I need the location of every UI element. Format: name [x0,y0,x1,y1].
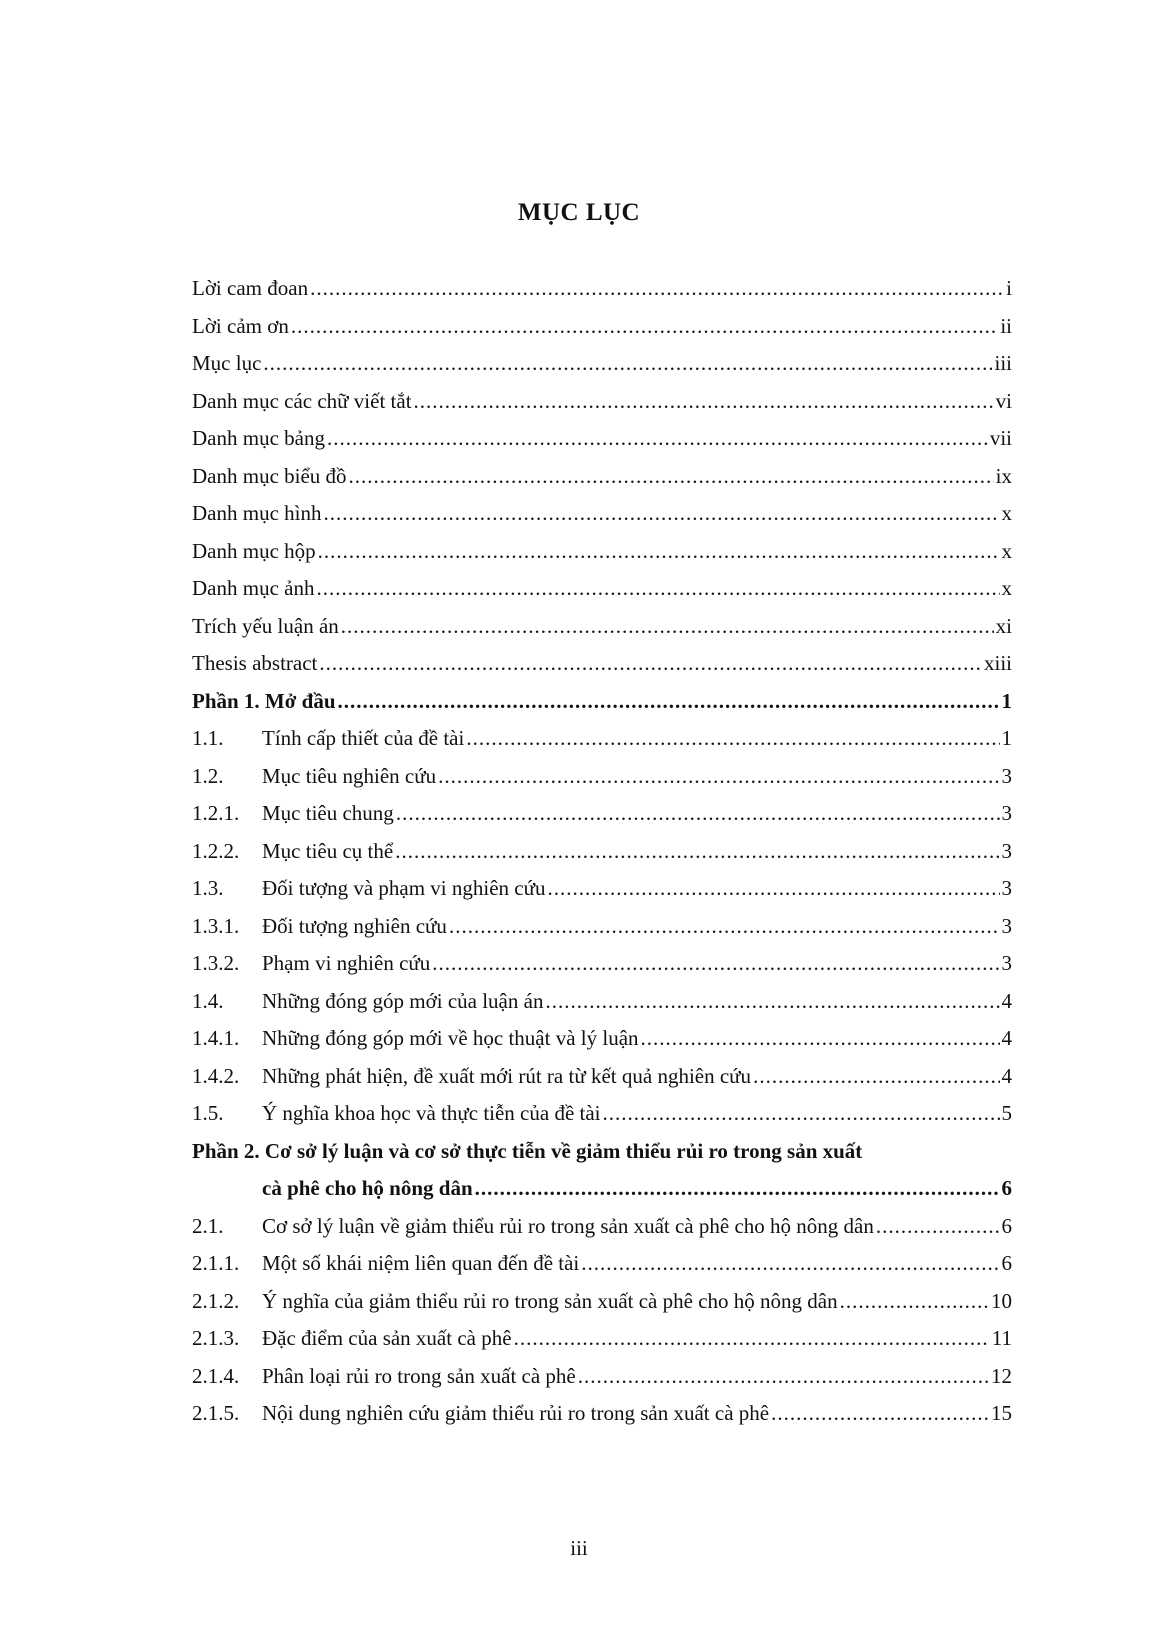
toc-entry-label: Đối tượng nghiên cứu [262,913,447,938]
toc-entry-page: 6 [1001,1251,1012,1275]
toc-entry[interactable] [192,1208,1012,1246]
toc-entry-page: 3 [1001,801,1012,825]
toc-entry-label: Danh mục bảng [192,426,325,450]
toc-entry-label: cà phê cho hộ nông dân [262,1176,473,1200]
toc-entry-label: Danh mục ảnh [192,576,315,600]
toc-entry-label: Phần 2. Cơ sở lý luận và cơ sở thực tiễn về giảm thiểu rủi ro trong sản xuất [192,1138,863,1163]
toc-entry-page: 3 [1001,838,1012,863]
toc-entry-label: Phân loại rủi ro trong sản xuất cà phê [262,1363,576,1388]
toc-entry-page: i [1006,276,1012,300]
toc-entry-label: Lời cảm ơn [192,313,289,338]
toc-entry[interactable] [192,870,1012,908]
toc-part-heading[interactable] [192,683,1012,721]
toc-entry-label: Mục lục [192,351,262,375]
toc-entry-page: 4 [1001,1026,1012,1050]
dot-leader [771,1395,989,1433]
dot-leader [323,495,999,533]
toc-entry-label: Mục tiêu chung [262,801,394,825]
toc-entry[interactable] [192,720,1012,758]
dot-leader [449,908,1000,946]
toc-entry[interactable] [192,533,1012,571]
dot-leader [318,533,1000,571]
toc-entry-label: Những đóng góp mới của luận án [262,988,544,1013]
toc-entry-page: 5 [1001,1101,1012,1125]
toc-entry-page: ii [1000,313,1012,338]
toc-entry[interactable] [192,1358,1012,1396]
dot-leader [548,870,1000,908]
toc-entry-number: 1.2.1. [192,801,240,825]
toc-entry-number: 1.1. [192,726,224,750]
dot-leader [578,1358,989,1396]
dot-leader [396,795,1000,833]
toc-entry-number: 1.3.1. [192,913,240,938]
page-title: MỤC LỤC [517,199,641,226]
toc-entry[interactable] [192,758,1012,796]
toc-entry-number: 1.4. [192,988,224,1013]
toc-entry[interactable] [192,908,1012,946]
toc-entry[interactable] [192,383,1012,421]
toc-entry-label: Lời cam đoan [192,276,309,300]
toc-entry[interactable] [192,308,1012,346]
toc-entry-label: Danh mục các chữ viết tắt [192,388,412,413]
toc-entry-page: 3 [1001,913,1012,938]
toc-entry-number: 1.4.2. [192,1063,240,1088]
toc-entry-page: 4 [1001,1063,1012,1088]
toc-part-heading-continuation[interactable] [192,1170,1012,1208]
dot-leader [432,945,999,983]
dot-leader [291,308,998,346]
toc-entry-page: 6 [1001,1213,1012,1238]
toc-entry[interactable] [192,608,1012,646]
toc-entry-page: xi [995,613,1012,638]
toc-entry[interactable] [192,945,1012,983]
toc-entry[interactable] [192,1283,1012,1321]
toc-entry-label: Thesis abstract [192,651,318,675]
toc-entry[interactable] [192,495,1012,533]
dot-leader [349,458,994,496]
toc-entry-label: Những đóng góp mới về học thuật và lý luận [262,1026,639,1050]
toc-entry-number: 1.2.2. [192,838,240,863]
dot-leader [581,1245,999,1283]
toc-entry-label: Mục tiêu cụ thể [262,838,394,863]
dot-leader [327,420,988,458]
toc-entry-label: Tính cấp thiết của đề tài [262,726,465,750]
toc-entry[interactable] [192,1020,1012,1058]
toc-entry-page: 3 [1001,876,1012,900]
toc-entry-label: Ý nghĩa khoa học và thực tiễn của đề tài [262,1101,601,1125]
toc-entry-label: Một số khái niệm liên quan đến đề tài [262,1251,580,1275]
toc-entry-page: 3 [1001,951,1012,975]
toc-entry[interactable] [192,983,1012,1021]
page-number: iii [570,1536,588,1560]
toc-part-heading[interactable] [192,1133,1012,1171]
dot-leader [338,683,1000,721]
toc-entry-label: Danh mục hình [192,501,322,525]
toc-entry[interactable] [192,1095,1012,1133]
dot-leader [395,833,999,871]
dot-leader [545,983,999,1021]
toc-entry[interactable] [192,1245,1012,1283]
toc-entry-page: 1 [1001,726,1012,750]
toc-entry-number: 2.1. [192,1213,224,1238]
toc-entry[interactable] [192,570,1012,608]
toc-entry[interactable] [192,1058,1012,1096]
toc-entry-label: Phạm vi nghiên cứu [262,951,431,975]
toc-entry-page: x [1001,501,1012,525]
toc-entry-label: Mục tiêu nghiên cứu [262,763,437,788]
toc-entry-label: Nội dung nghiên cứu giảm thiểu rủi ro trong sản xuất cà phê [262,1401,770,1425]
toc-entry-number: 2.1.4. [192,1363,240,1388]
toc-entry[interactable] [192,833,1012,871]
dot-leader [603,1095,1000,1133]
toc-entry-number: 2.1.3. [192,1326,240,1350]
dot-leader [414,383,994,421]
toc-entry-label: Phần 1. Mở đầu [192,688,336,713]
toc-entry-number: 1.5. [192,1101,224,1125]
table-of-contents [192,270,1012,1433]
toc-entry-label: Danh mục biểu đồ [192,463,347,488]
toc-entry-page: x [1001,538,1012,563]
dot-leader [475,1170,1000,1208]
toc-entry-number: 1.2. [192,763,224,788]
toc-entry[interactable] [192,458,1012,496]
toc-entry[interactable] [192,270,1012,308]
dot-leader [263,345,992,383]
toc-entry-number: 1.3. [192,876,224,900]
toc-entry-number: 2.1.5. [192,1401,240,1425]
toc-entry-page: 4 [1001,988,1012,1013]
toc-entry-label: Những phát hiện, đề xuất mới rút ra từ kết quả nghiên cứu [262,1063,752,1088]
toc-entry-page: ix [995,463,1012,488]
toc-entry[interactable] [192,1320,1012,1358]
dot-leader [466,720,999,758]
toc-entry-page: 15 [991,1401,1012,1425]
toc-entry[interactable] [192,420,1012,458]
toc-entry-page: 10 [991,1288,1012,1313]
dot-leader [341,608,994,646]
dot-leader [319,645,982,683]
toc-entry-page: xiii [983,651,1012,675]
toc-entry-label: Cơ sở lý luận về giảm thiểu rủi ro trong sản xuất cà phê cho hộ nông dân [262,1213,874,1238]
toc-entry-number: 2.1.2. [192,1288,240,1313]
toc-entry-page: 11 [991,1326,1012,1350]
toc-entry[interactable] [192,345,1012,383]
toc-entry[interactable] [192,645,1012,683]
toc-entry-number: 1.3.2. [192,951,240,975]
dot-leader [310,270,1004,308]
toc-entry-page: 12 [991,1363,1012,1388]
dot-leader [514,1320,990,1358]
toc-entry[interactable] [192,1395,1012,1433]
dot-leader [840,1283,989,1321]
toc-entry[interactable] [192,795,1012,833]
dot-leader [316,570,999,608]
toc-entry-label: Đặc điểm của sản xuất cà phê [262,1326,512,1350]
toc-entry-label: Danh mục hộp [192,538,316,563]
toc-entry-label: Trích yếu luận án [192,613,339,638]
dot-leader [438,758,999,796]
toc-entry-label: Đối tượng và phạm vi nghiên cứu [262,876,546,900]
dot-leader [641,1020,1000,1058]
dot-leader [876,1208,1000,1246]
toc-entry-number: 1.4.1. [192,1026,240,1050]
toc-entry-page: x [1001,576,1012,600]
toc-entry-label: Ý nghĩa của giảm thiểu rủi ro trong sản xuất cà phê cho hộ nông dân [262,1288,838,1313]
toc-entry-page: vii [989,426,1012,450]
toc-entry-number: 2.1.1. [192,1251,240,1275]
toc-entry-page: vi [995,388,1012,413]
toc-entry-page: 1 [1001,688,1012,713]
toc-entry-page: iii [994,351,1012,375]
dot-leader [753,1058,999,1096]
toc-entry-page: 3 [1001,763,1012,788]
toc-entry-page: 6 [1001,1176,1012,1200]
